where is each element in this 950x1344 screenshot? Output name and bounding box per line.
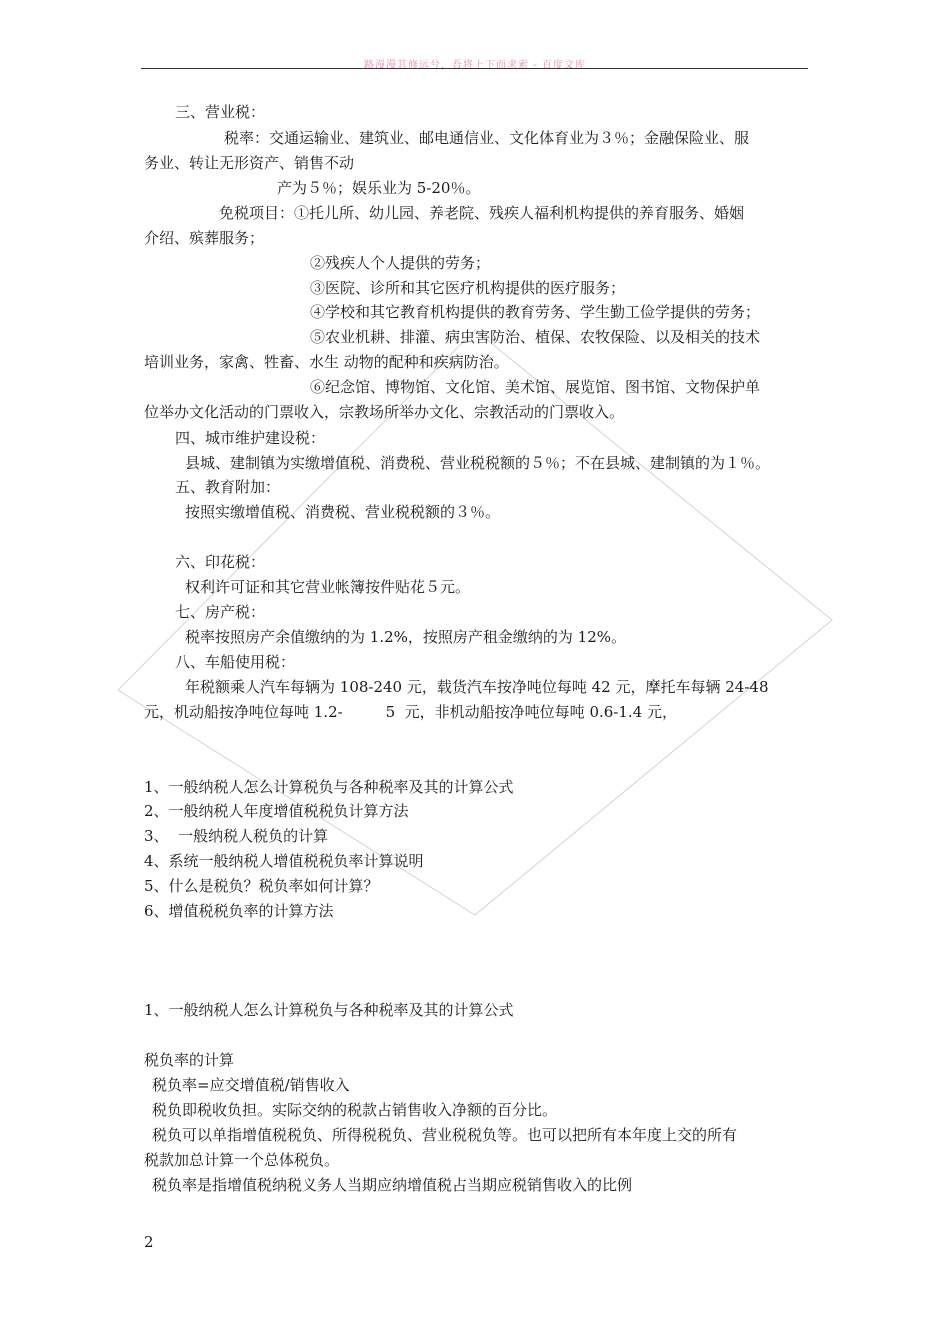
exempt-item-4: ④学校和其它教育机构提供的教育劳务、学生勤工俭学提供的劳务； — [310, 303, 761, 321]
exempt-item-5-line2: 培训业务，家禽、牲畜、水生 动物的配种和疾病防治。 — [144, 353, 509, 371]
article-formula: 税负率=应交增值税/销售收入 — [152, 1076, 350, 1094]
exempt-items-line1: 免税项目：①托儿所、幼儿园、养老院、残疾人福利机构提供的养育服务、婚姻 — [219, 204, 745, 222]
city-tax-text: 县城、建制镇为实缴增值税、消费税、营业税税额的５％；不在县城、建制镇的为１％。 — [185, 454, 771, 472]
stamp-tax-heading: 六、印花税： — [175, 553, 266, 571]
header-rule — [141, 68, 808, 69]
toc-item-4: 4、系统一般纳税人增值税税负率计算说明 — [144, 852, 424, 870]
exempt-item-5-line1: ⑤农业机耕、排灌、病虫害防治、植保、农牧保险、以及相关的技术 — [310, 328, 761, 346]
article-def2-line1: 税负可以单指增值税税负、所得税税负、营业税税负等。也可以把所有本年度上交的所有 — [152, 1126, 738, 1144]
exempt-items-line2: 介绍、殡葬服务； — [144, 229, 265, 247]
exempt-item-3: ③医院、诊所和其它医疗机构提供的医疗服务； — [310, 279, 626, 297]
property-tax-text: 税率按照房产余值缴纳的为 1.2%，按照房产租金缴纳的为 12%。 — [185, 628, 626, 646]
header-watermark-text: 路漫漫其修远兮，吾将上下而求索 - 百度文库 — [364, 60, 586, 71]
article-subheading: 税负率的计算 — [144, 1051, 235, 1069]
business-tax-rate-line1: 税率：交通运输业、建筑业、邮电通信业、文化体育业为３％；金融保险业、服 — [224, 129, 750, 147]
toc-item-2: 2、一般纳税人年度增值税税负计算方法 — [144, 802, 409, 820]
article-title: 1、一般纳税人怎么计算税负与各种税率及其的计算公式 — [144, 1001, 514, 1019]
education-heading: 五、教育附加： — [175, 478, 281, 496]
toc-item-6: 6、增值税税负率的计算方法 — [144, 902, 334, 920]
exempt-item-6-line1: ⑥纪念馆、博物馆、文化馆、美术馆、展览馆、图书馆、文物保护单 — [310, 378, 761, 396]
toc-item-5: 5、什么是税负？税负率如何计算？ — [144, 877, 379, 895]
city-tax-heading: 四、城市维护建设税： — [175, 429, 326, 447]
page-number: 2 — [144, 1233, 154, 1251]
article-def3: 税负率是指增值税纳税义务人当期应纳增值税占当期应税销售收入的比例 — [152, 1176, 633, 1194]
vehicle-tax-heading: 八、车船使用税： — [175, 653, 296, 671]
property-tax-heading: 七、房产税： — [175, 603, 266, 621]
article-def2-line2: 税款加总计算一个总体税负。 — [144, 1151, 340, 1169]
exempt-item-2: ②残疾人个人提供的劳务； — [310, 254, 491, 272]
toc-item-3: 3、 一般纳税人税负的计算 — [144, 827, 329, 845]
exempt-item-6-line2: 位举办文化活动的门票收入，宗教场所举办文化、宗教活动的门票收入。 — [144, 403, 625, 421]
vehicle-tax-line1: 年税额乘人汽车每辆为 108-240 元，载货汽车按净吨位每吨 42 元，摩托车每辆 24-48 — [185, 678, 769, 696]
business-tax-rate-line3: 产为５％；娱乐业为 5-20％。 — [277, 179, 481, 197]
education-text: 按照实缴增值税、消费税、营业税税额的３％。 — [185, 503, 501, 521]
vehicle-tax-line2: 元，机动船按净吨位每吨 1.2- 5 元，非机动船按净吨位每吨 0.6-1.4 元， — [144, 703, 678, 721]
toc-item-1: 1、一般纳税人怎么计算税负与各种税率及其的计算公式 — [144, 778, 514, 796]
stamp-tax-text: 权利许可证和其它营业帐簿按件贴花５元。 — [185, 578, 471, 596]
article-def1: 税负即税收负担。实际交纳的税款占销售收入净额的百分比。 — [152, 1101, 558, 1119]
business-tax-heading: 三、营业税： — [175, 103, 266, 121]
business-tax-rate-line2: 务业、转让无形资产、销售不动 — [144, 154, 355, 172]
